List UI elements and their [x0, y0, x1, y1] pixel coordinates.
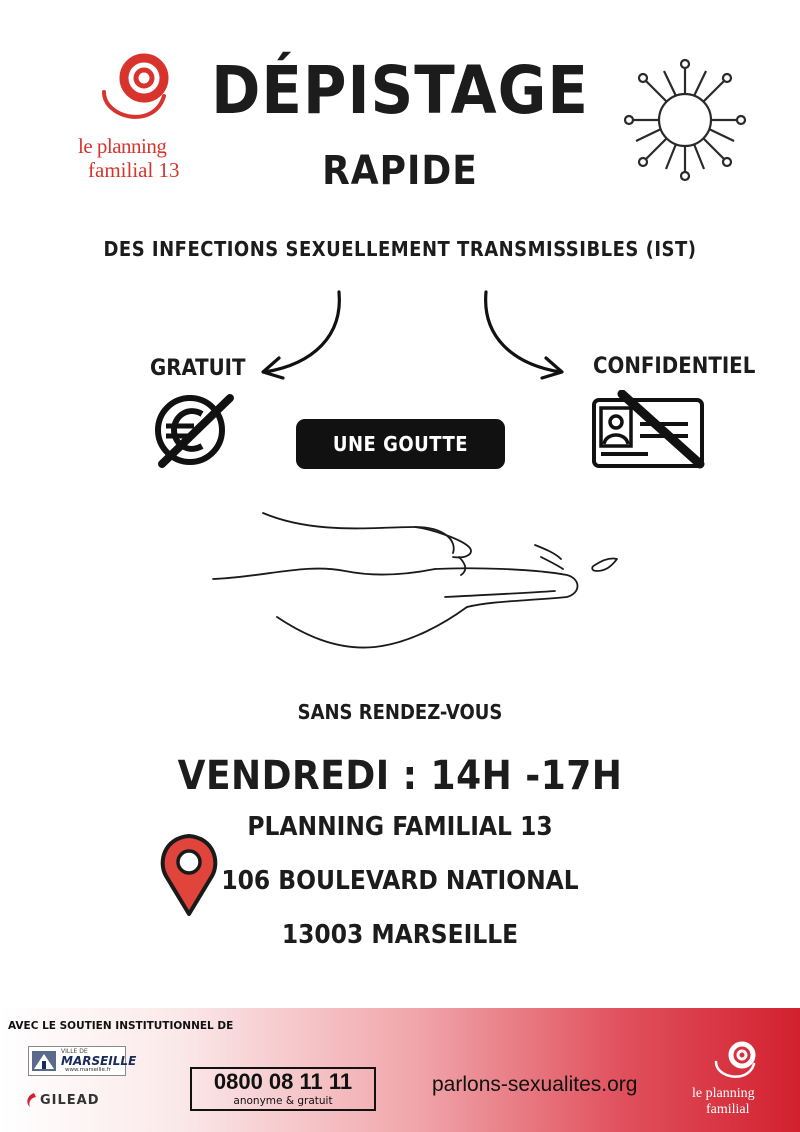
- address-street: 106 BOULEVARD NATIONAL: [221, 866, 579, 896]
- website-link[interactable]: parlons-sexualites.org: [432, 1073, 638, 1096]
- planning-familial-logo: [70, 52, 210, 182]
- une-goutte-badge: UNE GOUTTE SUFFIT: [296, 419, 505, 469]
- footer-logo-line1: le planning: [692, 1086, 755, 1101]
- logo-swirl-icon: [92, 52, 172, 134]
- no-euro-icon: [150, 392, 236, 468]
- marseille-emblem-icon: [31, 1050, 57, 1072]
- planning-familial-logo-footer: [688, 1040, 778, 1120]
- confidentiel-label: CONFIDENTIEL: [593, 354, 756, 379]
- arrow-left-icon: [255, 288, 350, 383]
- hand-drop-icon: [205, 505, 625, 655]
- footer-logo-line2: familial: [706, 1102, 750, 1117]
- ist-subtitle: DES INFECTIONS SEXUELLEMENT TRANSMISSIBLES (IST): [103, 237, 697, 261]
- marseille-url: www.marseille.fr: [65, 1067, 111, 1073]
- crossed-id-card-icon: [588, 390, 708, 472]
- page-subtitle: RAPIDE: [322, 148, 478, 194]
- logo-text-line2: familial 13: [88, 158, 180, 182]
- ville-de-marseille-logo: [28, 1046, 137, 1076]
- marseille-small: VILLE DE: [61, 1048, 88, 1055]
- page-title: DÉPISTAGE: [211, 52, 589, 129]
- arrow-right-icon: [478, 288, 573, 383]
- address-name: PLANNING FAMILIAL 13: [247, 812, 553, 842]
- phone-subtitle: anonyme & gratuit: [233, 1095, 333, 1107]
- gratuit-label: GRATUIT: [150, 356, 246, 381]
- logo-text-line1: le planning: [78, 134, 167, 158]
- virus-icon: [620, 55, 750, 185]
- soutien-label: AVEC LE SOUTIEN INSTITUTIONNEL DE: [8, 1020, 234, 1032]
- sans-rendez-vous: SANS RENDEZ-VOUS: [297, 700, 503, 724]
- address-city: 13003 MARSEILLE: [281, 920, 519, 950]
- marseille-name: MARSEILLE: [61, 1054, 137, 1068]
- schedule-time: VENDREDI : 14H -17H: [177, 753, 623, 799]
- phone-number: 0800 08 11 11: [213, 1069, 353, 1094]
- gilead-logo-icon: [24, 1092, 38, 1108]
- logo-swirl-icon: [710, 1040, 760, 1086]
- gilead-logo: GILEAD: [40, 1093, 100, 1108]
